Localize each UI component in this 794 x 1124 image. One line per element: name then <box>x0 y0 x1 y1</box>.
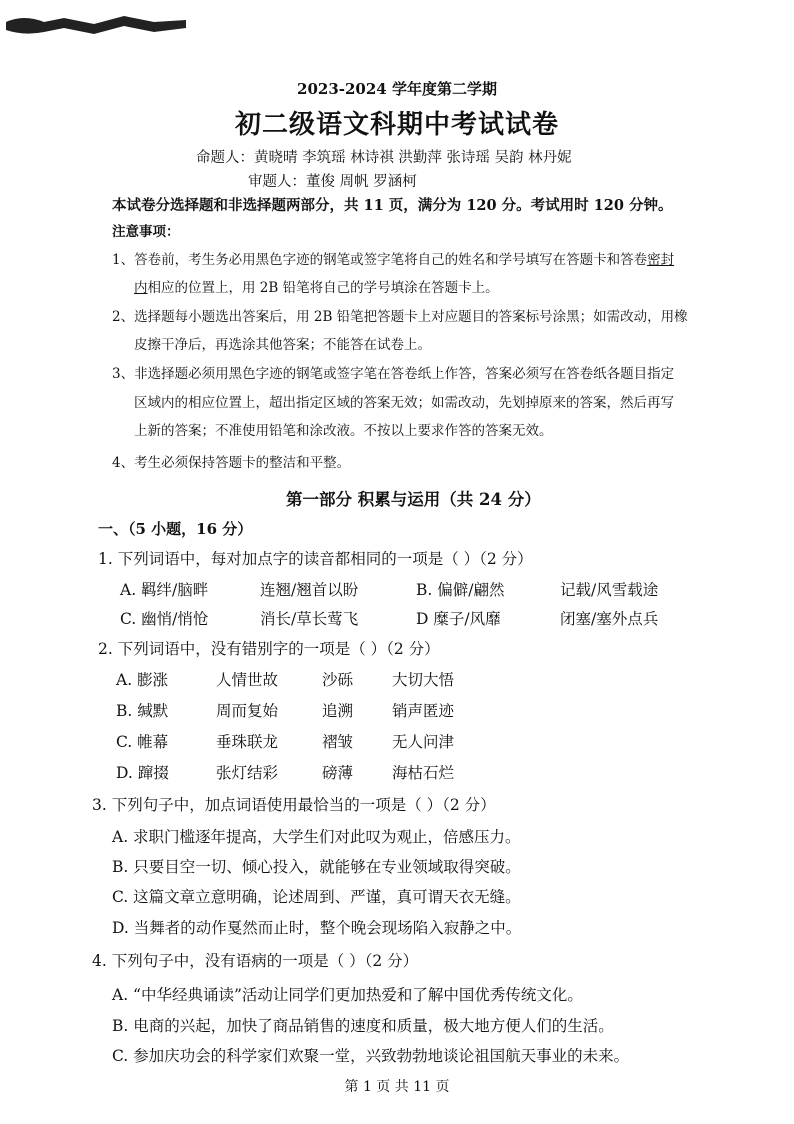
section-1-heading: 一、（5 小题，16 分） <box>98 520 253 538</box>
q1-option-c: C. 幽悄/悄怆 <box>120 610 209 628</box>
q2-option-b-word4: 销声匿迹 <box>392 702 455 720</box>
q2-option-c: C. 帷幕 <box>116 733 169 751</box>
q2-option-c-word2: 垂珠联龙 <box>216 733 279 751</box>
notice-item-4: 4、考生必须保持答题卡的整洁和平整。 <box>112 455 351 471</box>
q2-option-a: A. 膨涨 <box>116 671 169 689</box>
q2-option-a-word3: 沙砾 <box>322 671 354 689</box>
q2-option-d-word2: 张灯结彩 <box>216 764 279 782</box>
q4-option-c: C. 参加庆功会的科学家们欢聚一堂，兴致勃勃地谈论祖国航天事业的未来。 <box>112 1047 630 1065</box>
q4-option-a: A. “中华经典诵读”活动让同学们更加热爱和了解中国优秀传统文化。 <box>112 986 583 1004</box>
q2-option-c-word3: 褶皱 <box>322 733 354 751</box>
notice-item-2-line2: 皮擦干净后，再选涂其他答案；不能答在试卷上。 <box>134 337 431 353</box>
q1-option-d: D 糜子/风靡 <box>416 610 501 628</box>
notice-item-2-line1: 2、选择题每小题选出答案后，用 2B 铅笔把答题卡上对应题目的答案标号涂黑；如需改动，用橡 <box>112 309 688 325</box>
q4-stem: 4. 下列句子中，没有语病的一项是（ ）（2 分） <box>92 952 419 970</box>
q3-option-a: A. 求职门槛逐年提高，大学生们对此叹为观止，倍感压力。 <box>112 828 521 846</box>
q2-option-a-word4: 大切大悟 <box>392 671 455 689</box>
q1-option-d-word2: 闭塞/塞外点兵 <box>560 610 659 628</box>
q4-option-b: B. 电商的兴起，加快了商品销售的速度和质量，极大地方便人们的生活。 <box>112 1017 614 1035</box>
q3-option-c: C. 这篇文章立意明确，论述周到、严谨，真可谓天衣无缝。 <box>112 888 521 906</box>
notice-item-3-line3: 上新的答案；不准使用铅笔和涂改液。不按以上要求作答的答案无效。 <box>134 423 553 439</box>
notice-heading: 注意事项： <box>112 224 180 240</box>
q1-option-c-word2: 消长/草长莺飞 <box>260 610 359 628</box>
q2-stem: 2. 下列词语中，没有错别字的一项是（ ）（2 分） <box>98 640 440 658</box>
q1-option-a-word2: 连翘/翘首以盼 <box>260 581 359 599</box>
q2-option-d-word4: 海枯石烂 <box>392 764 455 782</box>
exam-summary: 本试卷分选择题和非选择题两部分，共 11 页，满分为 120 分。考试用时 120 分钟。 <box>112 197 673 214</box>
q2-option-b-word2: 周而复始 <box>216 702 279 720</box>
notice-item-3-line1: 3、非选择题必须用黑色字迹的钢笔或签字笔在答卷纸上作答，答案必须写在答卷纸各题目指定 <box>112 366 675 382</box>
exam-title: 初二级语文科期中考试试卷 <box>234 110 559 140</box>
q2-option-b-word3: 追溯 <box>322 702 354 720</box>
scan-smudge <box>4 14 189 36</box>
q2-option-a-word2: 人情世故 <box>216 671 279 689</box>
page-footer: 第 1 页 共 11 页 <box>344 1079 450 1095</box>
q3-stem: 3. 下列句子中，加点词语使用最恰当的一项是（ ）（2 分） <box>92 796 496 814</box>
q2-option-d-word3: 磅薄 <box>322 764 354 782</box>
q1-option-b-word2: 记载/风雪载途 <box>560 581 659 599</box>
q2-option-b: B. 缄默 <box>116 702 169 720</box>
q3-option-d: D. 当舞者的动作戛然而止时，整个晚会现场陷入寂静之中。 <box>112 919 522 937</box>
notice-item-1-line2: 内相应的位置上，用 2B 铅笔将自己的学号填涂在答题卡上。 <box>134 280 499 296</box>
q1-option-a: A. 羁绊/脑畔 <box>120 581 209 599</box>
reviewers-line: 审题人：董俊 周帆 罗涵柯 <box>248 174 417 190</box>
notice-item-1-line1: 1、答卷前，考生务必用黑色字迹的钢笔或签字笔将自己的姓名和学号填写在答题卡和答卷密封 <box>112 252 675 268</box>
school-year: 2023-2024 学年度第二学期 <box>297 80 497 98</box>
q2-option-c-word4: 无人问津 <box>392 733 455 751</box>
notice-item-3-line2: 区域内的相应位置上，超出指定区域的答案无效；如需改动，先划掉原来的答案，然后再写 <box>134 395 674 411</box>
q2-option-d: D. 蹿掇 <box>116 764 169 782</box>
setters-line: 命题人：黄晓晴 李筑瑶 林诗祺 洪勤萍 张诗瑶 吴韵 林丹妮 <box>196 150 572 166</box>
q1-stem: 1. 下列词语中，每对加点字的读音都相同的一项是（ ）（2 分） <box>98 550 533 568</box>
q1-option-b: B. 偏僻/翩然 <box>416 581 505 599</box>
q3-option-b: B. 只要目空一切、倾心投入，就能够在专业领域取得突破。 <box>112 858 521 876</box>
part1-title: 第一部分 积累与运用（共 24 分） <box>286 490 541 509</box>
